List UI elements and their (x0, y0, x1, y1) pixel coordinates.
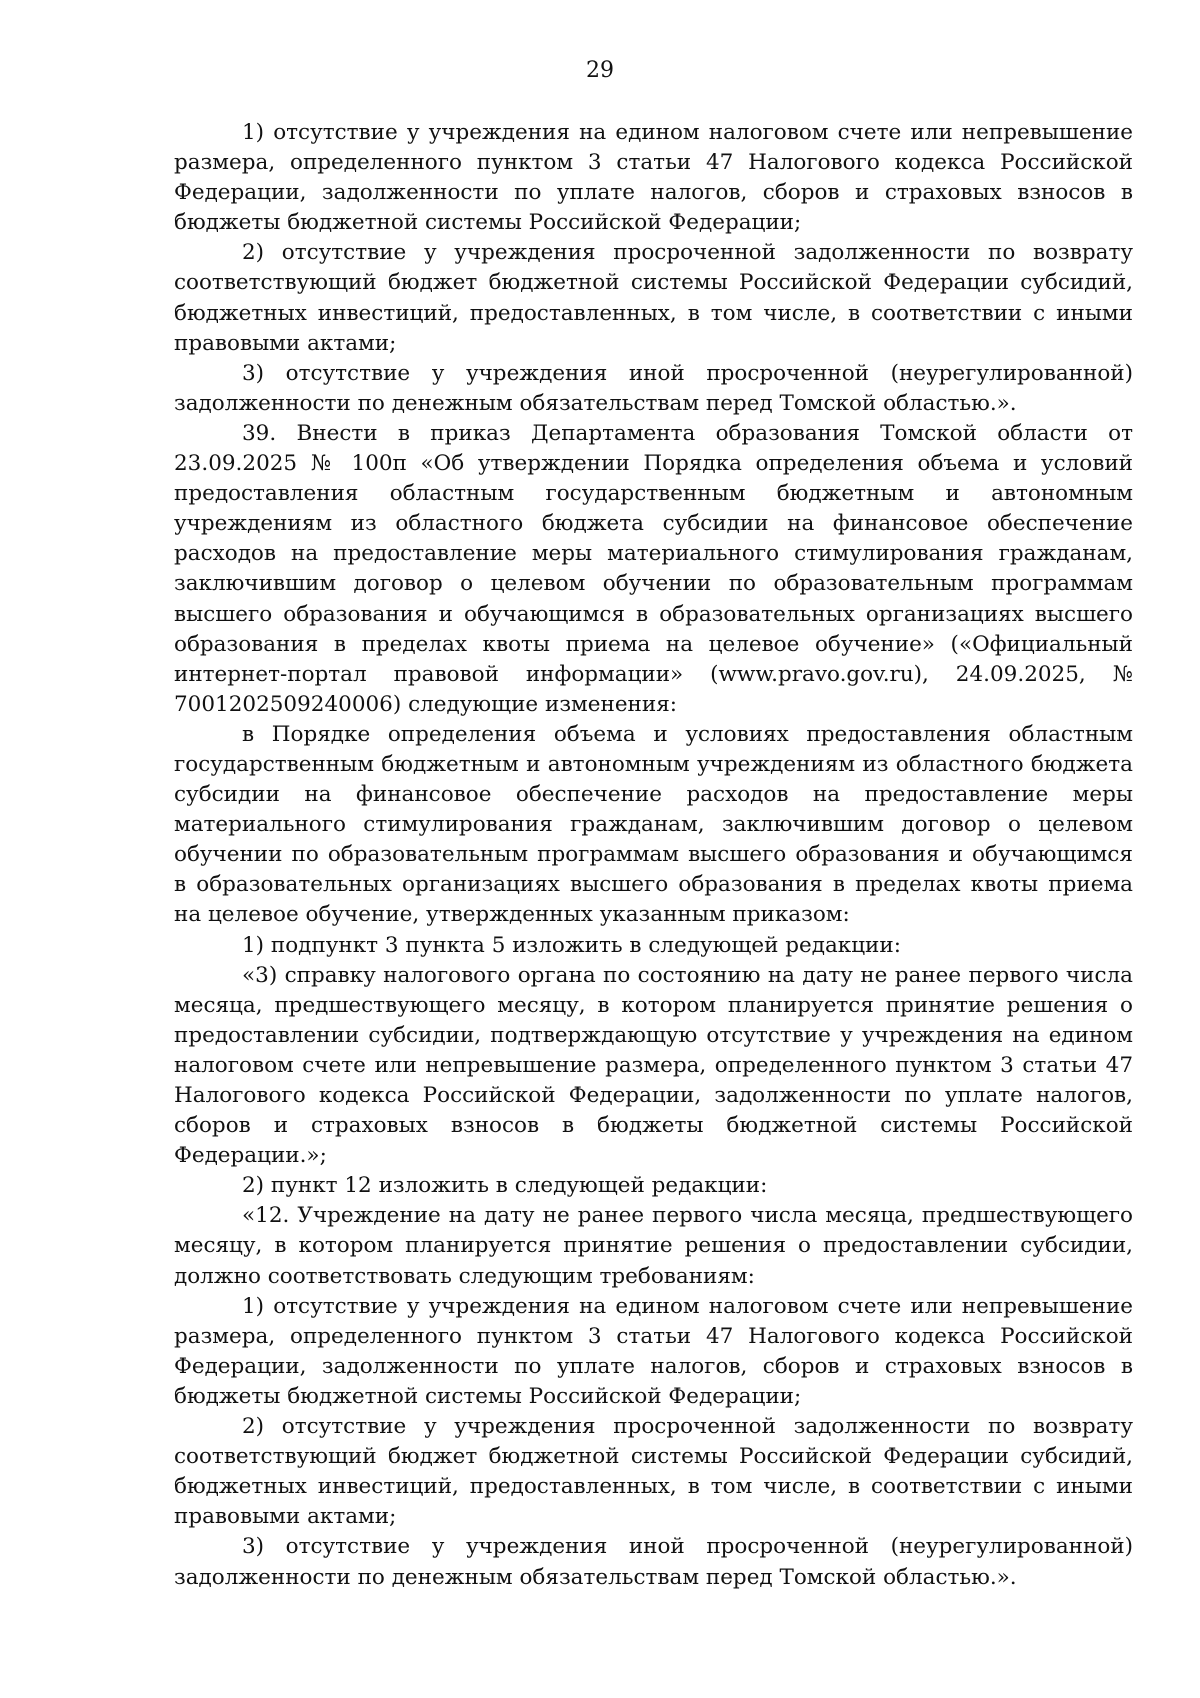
paragraph-requirement-3: 3) отсутствие у учреждения иной просроченной (неурегулированной) задолженности по денежным обязательствам перед Томской областью.». (174, 1534, 1133, 1590)
paragraph-item-12-text: «12. Учреждение на дату не ранее первого числа месяца, предшествующего месяцу, в котором планируется принятие решения о предоставлении субсидии, должно соответствовать следующим требованиям: (174, 1203, 1133, 1289)
paragraph-amend-subitem-3: 1) подпункт 3 пункта 5 изложить в следующей редакции: (242, 932, 901, 958)
page-number: 29 (586, 58, 614, 83)
paragraph-amend-item-12: 2) пункт 12 изложить в следующей редакции: (242, 1173, 768, 1199)
paragraph-procedure-intro: в Порядке определения объема и условиях предоставления областным государственным бюджетным и автономным учреждениям из областного бюджета субсидии на финансовое обеспечение расходов на предоставление меры материального стимулирования гражданам, заключившим договор о целевом обучении по образовательным программам высшего образования и обучающимся в образовательных организациях высшего образования в пределах квоты приема на целевое обучение, утвержденных указанным приказом: (174, 721, 1133, 928)
paragraph-requirement-2: 2) отсутствие у учреждения просроченной задолженности по возврату соответствующий бюджет бюджетной системы Российской Федерации субсидий, бюджетных инвестиций, предоставленных, в том числе, в соответствии с иными правовыми актами; (174, 1414, 1133, 1530)
paragraph-requirement-1: 1) отсутствие у учреждения на едином налоговом счете или непревышение размера, определенного пунктом 3 статьи 47 Налогового кодекса Российской Федерации, задолженности по уплате налогов, сборов и страховых взносов в бюджеты бюджетной системы Российской Федерации; (174, 1293, 1133, 1409)
document-body (174, 118, 1133, 1593)
paragraph-item-3-other-debt: 3) отсутствие у учреждения иной просроченной (неурегулированной) задолженности по денежным обязательствам перед Томской областью.». (174, 360, 1133, 416)
paragraph-item-2-overdue-debt: 2) отсутствие у учреждения просроченной задолженности по возврату соответствующий бюджет бюджетной системы Российской Федерации субсидий, бюджетных инвестиций, предоставленных, в том числе, в соответствии с иными правовыми актами; (174, 240, 1133, 356)
paragraph-tax-certificate: «3) справку налогового органа по состоянию на дату не ранее первого числа месяца, предшествующего месяцу, в котором планируется принятие решения о предоставлении субсидии, подтверждающую отсутствие у учреждения на едином налоговом счете или непревышение размера, определенного пунктом 3 статьи 47 Налогового кодекса Российской Федерации, задолженности по уплате налогов, сборов и страховых взносов в бюджеты бюджетной системы Российской Федерации.»; (174, 962, 1133, 1169)
paragraph-39-amend-order: 39. Внести в приказ Департамента образования Томской области от 23.09.2025 № 100п «Об утверждении Порядка определения объема и условий предоставления областным государственным бюджетным и автономным учреждениям из областного бюджета субсидии на финансовое обеспечение расходов на предоставление меры материального стимулирования гражданам, заключившим договор о целевом обучении по образовательным программам высшего образования и обучающимся в образовательных организациях высшего образования в пределах квоты приема на целевое обучение» («Официальный интернет-портал правовой информации» (www.pravo.gov.ru), 24.09.2025, № 7001202509240006) следующие изменения: (174, 420, 1133, 717)
paragraph-item-1-tax-debt: 1) отсутствие у учреждения на едином налоговом счете или непревышение размера, определенного пунктом 3 статьи 47 Налогового кодекса Российской Федерации, задолженности по уплате налогов, сборов и страховых взносов в бюджеты бюджетной системы Российской Федерации; (174, 120, 1133, 236)
